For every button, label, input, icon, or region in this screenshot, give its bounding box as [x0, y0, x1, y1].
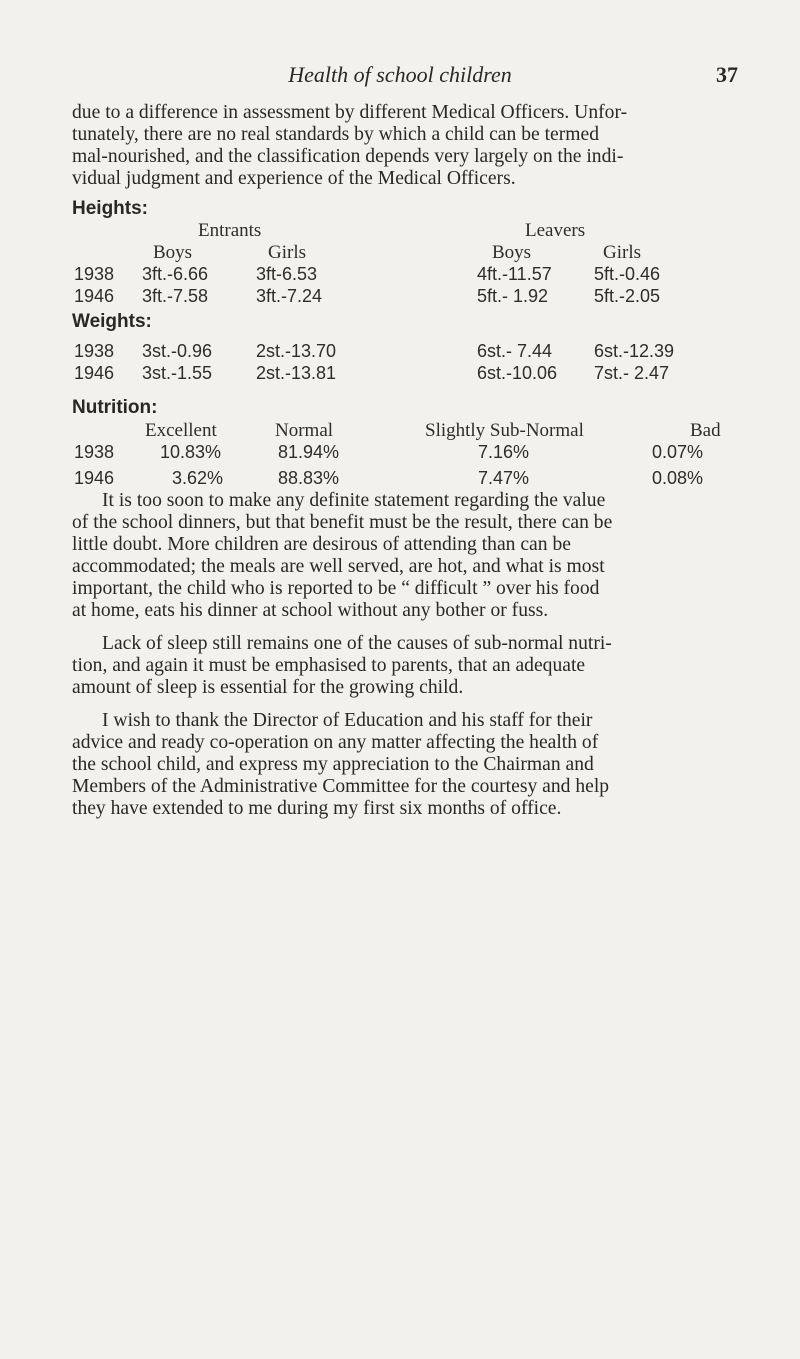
year-cell: 1946 — [74, 286, 115, 306]
paragraph-line: the school child, and express my appreciation to the Chairman and — [72, 754, 594, 775]
col-header-excellent: Excellent — [145, 420, 217, 441]
table-cell: 5ft.- 1.92 — [477, 286, 549, 306]
table-cell: 6st.- 7.44 — [477, 341, 553, 361]
table-cell: 3ft.-6.66 — [142, 264, 209, 284]
table-cell: 5ft.-2.05 — [594, 286, 661, 306]
paragraph-line: accommodated; the meals are well served, are hot, and what is most — [72, 556, 605, 577]
paragraph-line: of the school dinners, but that benefit must be the result, there can be — [72, 512, 613, 533]
year-cell: 1946 — [74, 363, 115, 383]
paragraph-line: at home, eats his dinner at school without any bother or fuss. — [72, 600, 549, 621]
paragraph-line: It is too soon to make any definite statement regarding the value — [102, 490, 606, 511]
intro-line: tunately, there are no real standards by which a child can be termed — [72, 124, 599, 145]
leavers-group-header: Leavers — [525, 220, 586, 241]
table-cell: 3ft.-7.58 — [142, 286, 209, 306]
paragraph-line: little doubt. More children are desirous of attending than can be — [72, 534, 571, 555]
table-cell: 0.07% — [652, 442, 704, 462]
col-header-entrants-girls: Girls — [268, 242, 306, 263]
table-cell: 6st.-10.06 — [477, 363, 558, 383]
paragraph-line: important, the child who is reported to be “ difficult ” over his food — [72, 578, 600, 599]
col-header-leavers-boys: Boys — [492, 242, 532, 263]
table-cell: 3st.-0.96 — [142, 341, 213, 361]
paragraph-line: advice and ready co-operation on any matter affecting the health of — [72, 732, 599, 753]
table-cell: 7.47% — [478, 468, 530, 488]
year-cell: 1946 — [74, 468, 115, 488]
col-header-leavers-girls: Girls — [603, 242, 641, 263]
paragraph-line: amount of sleep is essential for the growing child. — [72, 677, 464, 698]
table-cell: 81.94% — [278, 442, 340, 462]
intro-line: mal-nourished, and the classification depends very largely on the indi- — [72, 146, 624, 167]
table-cell: 4ft.-11.57 — [477, 264, 552, 284]
col-header-entrants-boys: Boys — [153, 242, 193, 263]
intro-line: due to a difference in assessment by different Medical Officers. Unfor- — [72, 102, 628, 123]
table-cell: 88.83% — [278, 468, 340, 488]
nutrition-label: Nutrition: — [72, 397, 158, 418]
entrants-group-header: Entrants — [198, 220, 262, 241]
table-cell: 3.62% — [172, 468, 224, 488]
table-cell: 3ft.-7.24 — [256, 286, 323, 306]
year-cell: 1938 — [74, 442, 115, 462]
table-cell: 3ft-6.53 — [256, 264, 318, 284]
table-cell: 6st.-12.39 — [594, 341, 675, 361]
paragraph-line: Members of the Administrative Committee for the courtesy and help — [72, 776, 610, 797]
page-number: 37 — [716, 62, 738, 87]
paragraph-line: they have extended to me during my first six months of office. — [72, 798, 562, 819]
col-header-bad: Bad — [690, 420, 721, 441]
table-cell: 7.16% — [478, 442, 530, 462]
col-header-normal: Normal — [275, 420, 334, 441]
intro-line: vidual judgment and experience of the Medical Officers. — [72, 168, 516, 189]
table-cell: 2st.-13.81 — [256, 363, 337, 383]
year-cell: 1938 — [74, 341, 115, 361]
table-cell: 7st.- 2.47 — [594, 363, 670, 383]
paragraph-line: I wish to thank the Director of Education and his staff for their — [102, 710, 593, 731]
year-cell: 1938 — [74, 264, 115, 284]
table-cell: 5ft.-0.46 — [594, 264, 661, 284]
col-header-slightly-sub-normal: Slightly Sub-Normal — [425, 420, 584, 441]
running-title: Health of school children — [288, 62, 512, 87]
heights-label: Heights: — [72, 198, 148, 219]
table-cell: 2st.-13.70 — [256, 341, 337, 361]
weights-label: Weights: — [72, 311, 152, 332]
table-cell: 10.83% — [160, 442, 222, 462]
table-cell: 0.08% — [652, 468, 704, 488]
table-cell: 3st.-1.55 — [142, 363, 213, 383]
page-header — [0, 62, 800, 92]
paragraph-line: Lack of sleep still remains one of the causes of sub-normal nutri- — [102, 633, 612, 654]
paragraph-line: tion, and again it must be emphasised to parents, that an adequate — [72, 655, 586, 676]
